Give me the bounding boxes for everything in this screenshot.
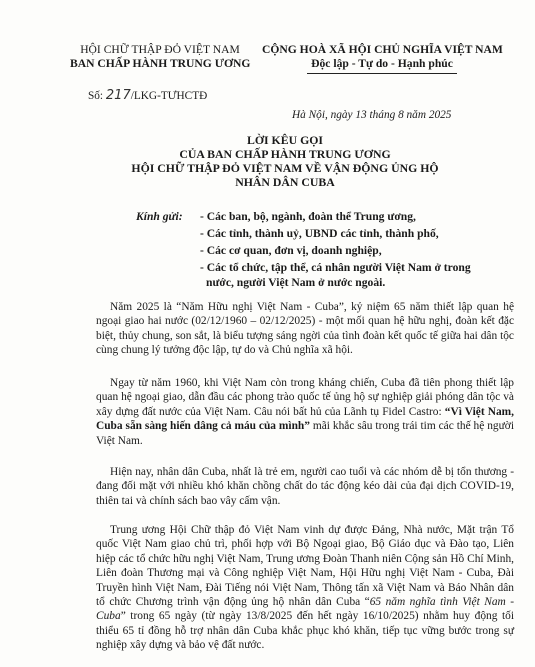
fidel-quote: “Vì Việt Nam, Cuba sẵn sàng hiến dâng cả máu của mình” <box>96 405 514 433</box>
paragraph-2-text-b: mãi khắc sâu trong trái tim các thế hệ người Việt Nam. <box>96 420 514 447</box>
recipient-1: - Các ban, bộ, ngành, đoàn thể Trung ương, <box>200 210 416 223</box>
number-prefix: Số: <box>88 90 104 102</box>
document-number <box>88 88 207 103</box>
paragraph-4-text-b: ” trong 65 ngày (từ ngày 13/8/2025 đến hết ngày 16/10/2025) nhằm huy động tối thiểu 65 tỉ đồng hỗ trợ nhân dân Cuba khắc phục khó khăn, tiếp tục vững bước trong sự nghiệp xây dựng và bảo vệ đất nước. <box>96 610 514 652</box>
paragraph-3-text: Hiện nay, nhân dân Cuba, nhất là trẻ em, người cao tuổi và các nhóm dễ bị tổn thương - đang đối mặt với nhiều khó khăn chồng chất do tác động kéo dài của đại dịch COVID-19, thiên tai và chính sách bao vây cấm vận. <box>96 466 514 507</box>
motto: Độc lập - Tự do - Hạnh phúc <box>311 57 453 70</box>
issuer-committee: BAN CHẤP HÀNH TRUNG ƯƠNG <box>70 57 251 70</box>
issue-date: Hà Nội, ngày 13 tháng 8 năm 2025 <box>292 109 452 121</box>
recipient-4-cont: nước, người Việt Nam ở nước ngoài. <box>206 276 386 289</box>
campaign-name: 65 năm nghĩa tình Việt Nam - Cuba <box>96 596 514 623</box>
paragraph-2 <box>96 376 514 448</box>
title-line-1: LỜI KÊU GỌI <box>246 133 324 147</box>
recipient-3: - Các cơ quan, đơn vị, doanh nghiệp, <box>200 244 382 257</box>
title-line-2: CỦA BAN CHẤP HÀNH TRUNG ƯƠNG <box>179 147 391 161</box>
motto-underline <box>307 73 457 74</box>
paragraph-4-text-a: Trung ương Hội Chữ thập đỏ Việt Nam vinh dự được Đảng, Nhà nước, Mặt trận Tổ quốc Việt Nam giao chủ trì, phối hợp với Bộ Ngoại giao, Bộ Giáo dục và Đào tạo, Liên hiệp các tổ chức hữu nghị Việt Nam, Trung ương Đoàn Thanh niên Cộng sản Hồ Chí Minh, Liên đoàn Thương mại và Công nghiệp Việt Nam, Hội Hữu nghị Việt Nam - Cuba, Đài Truyền hình Việt Nam, Đài Tiếng nói Việt Nam, Thông tấn xã Việt Nam và Báo Nhân dân tổ chức Chương trình vận động ủng hộ nhân dân Cuba “ <box>96 524 514 609</box>
issuer-block <box>70 43 250 71</box>
paragraph-4 <box>96 523 514 653</box>
paragraph-1 <box>96 300 514 358</box>
national-motto-block <box>262 43 502 74</box>
recipient-heading: Kính gửi: <box>136 210 183 223</box>
paragraph-3 <box>96 465 514 508</box>
issuer-org: HỘI CHỮ THẬP ĐỎ VIỆT NAM <box>80 43 240 56</box>
paragraph-2-text-a: Ngay từ năm 1960, khi Việt Nam còn trong kháng chiến, Cuba đã tiên phong thiết lập quan hệ ngoại giao, dẫn đầu các phong trào quốc tế ủng hộ sự nghiệp giải phóng dân tộc và xây dựng đất nước của Việt Nam. Câu nói bất hủ của Lãnh tụ Fidel Castro: <box>96 377 514 418</box>
country-name: CỘNG HOÀ XÃ HỘI CHỦ NGHĨA VIỆT NAM <box>262 43 503 56</box>
title-line-3: HỘI CHỮ THẬP ĐỎ VIỆT NAM VỀ VẬN ĐỘNG ỦNG HỘ <box>131 161 439 175</box>
title-line-4: NHÂN DÂN CUBA <box>235 175 335 189</box>
recipient-4: - Các tổ chức, tập thể, cá nhân người Việt Nam ở trong <box>200 261 471 274</box>
handwritten-number: 217 <box>105 88 131 103</box>
paragraph-1-text: Năm 2025 là “Năm Hữu nghị Việt Nam - Cuba”, kỷ niệm 65 năm thiết lập quan hệ ngoại giao hai nước (02/12/1960 – 02/12/2025) - một mối quan hệ hữu nghị, đoàn kết đặc biệt, thủy chung, son sắt, là biểu tượng sáng ngời của tình đoàn kết quốc tế giữa hai dân tộc cùng chung lý tưởng độc lập, tự do và Chủ nghĩa xã hội. <box>96 301 514 357</box>
number-suffix: /LKG-TƯHCTĐ <box>130 90 208 102</box>
recipient-2: - Các tỉnh, thành uỷ, UBND các tỉnh, thành phố, <box>200 227 439 240</box>
